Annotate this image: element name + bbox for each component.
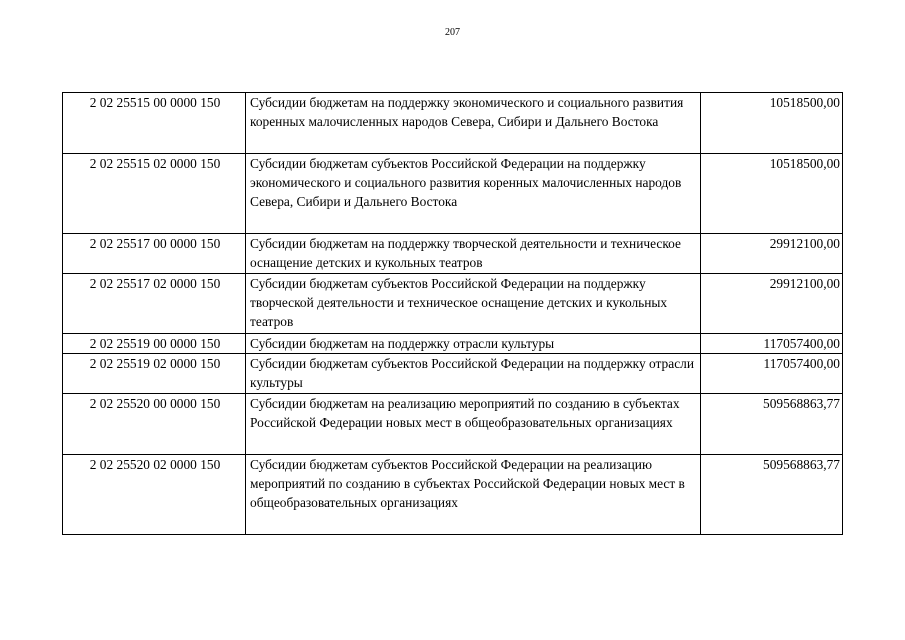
revenue-amount-cell: 29912100,00 [701,234,843,274]
revenue-description-cell: Субсидии бюджетам на реализацию мероприятий по созданию в субъектах Российской Федерации новых мест в общеобразовательных организациях [246,394,701,455]
revenue-code-cell: 2 02 25515 00 0000 150 [63,93,246,154]
revenue-amount-cell: 29912100,00 [701,274,843,334]
revenue-description-cell: Субсидии бюджетам субъектов Российской Федерации на поддержку отрасли культуры [246,354,701,394]
revenue-code-cell: 2 02 25520 00 0000 150 [63,394,246,455]
revenue-code-cell: 2 02 25520 02 0000 150 [63,455,246,535]
table-row [63,274,843,334]
revenue-amount-cell: 509568863,77 [701,394,843,455]
revenue-amount-cell: 10518500,00 [701,154,843,234]
revenue-description-cell: Субсидии бюджетам на поддержку отрасли культуры [246,334,701,354]
revenue-description-cell: Субсидии бюджетам на поддержку творческой деятельности и техническое оснащение детских и кукольных театров [246,234,701,274]
revenue-code-cell: 2 02 25515 02 0000 150 [63,154,246,234]
revenue-amount-cell: 10518500,00 [701,93,843,154]
table-row [63,154,843,234]
table-row [63,334,843,354]
revenue-description-cell: Субсидии бюджетам на поддержку экономического и социального развития коренных малочисленных народов Севера, Сибири и Дальнего Востока [246,93,701,154]
table-row [63,234,843,274]
table-row [63,354,843,394]
revenue-code-cell: 2 02 25519 00 0000 150 [63,334,246,354]
budget-revenue-table [62,92,843,535]
revenue-description-cell: Субсидии бюджетам субъектов Российской Федерации на поддержку экономического и социального развития коренных малочисленных народов Севера, Сибири и Дальнего Востока [246,154,701,234]
revenue-code-cell: 2 02 25519 02 0000 150 [63,354,246,394]
revenue-description-cell: Субсидии бюджетам субъектов Российской Федерации на поддержку творческой деятельности и техническое оснащение детских и кукольных театров [246,274,701,334]
table-row [63,93,843,154]
revenue-amount-cell: 117057400,00 [701,354,843,394]
revenue-amount-cell: 117057400,00 [701,334,843,354]
revenue-description-cell: Субсидии бюджетам субъектов Российской Федерации на реализацию мероприятий по созданию в субъектах Российской Федерации новых мест в общеобразовательных организациях [246,455,701,535]
page-number: 207 [445,27,460,38]
table-row [63,455,843,535]
revenue-code-cell: 2 02 25517 00 0000 150 [63,234,246,274]
revenue-amount-cell: 509568863,77 [701,455,843,535]
revenue-code-cell: 2 02 25517 02 0000 150 [63,274,246,334]
table-row [63,394,843,455]
